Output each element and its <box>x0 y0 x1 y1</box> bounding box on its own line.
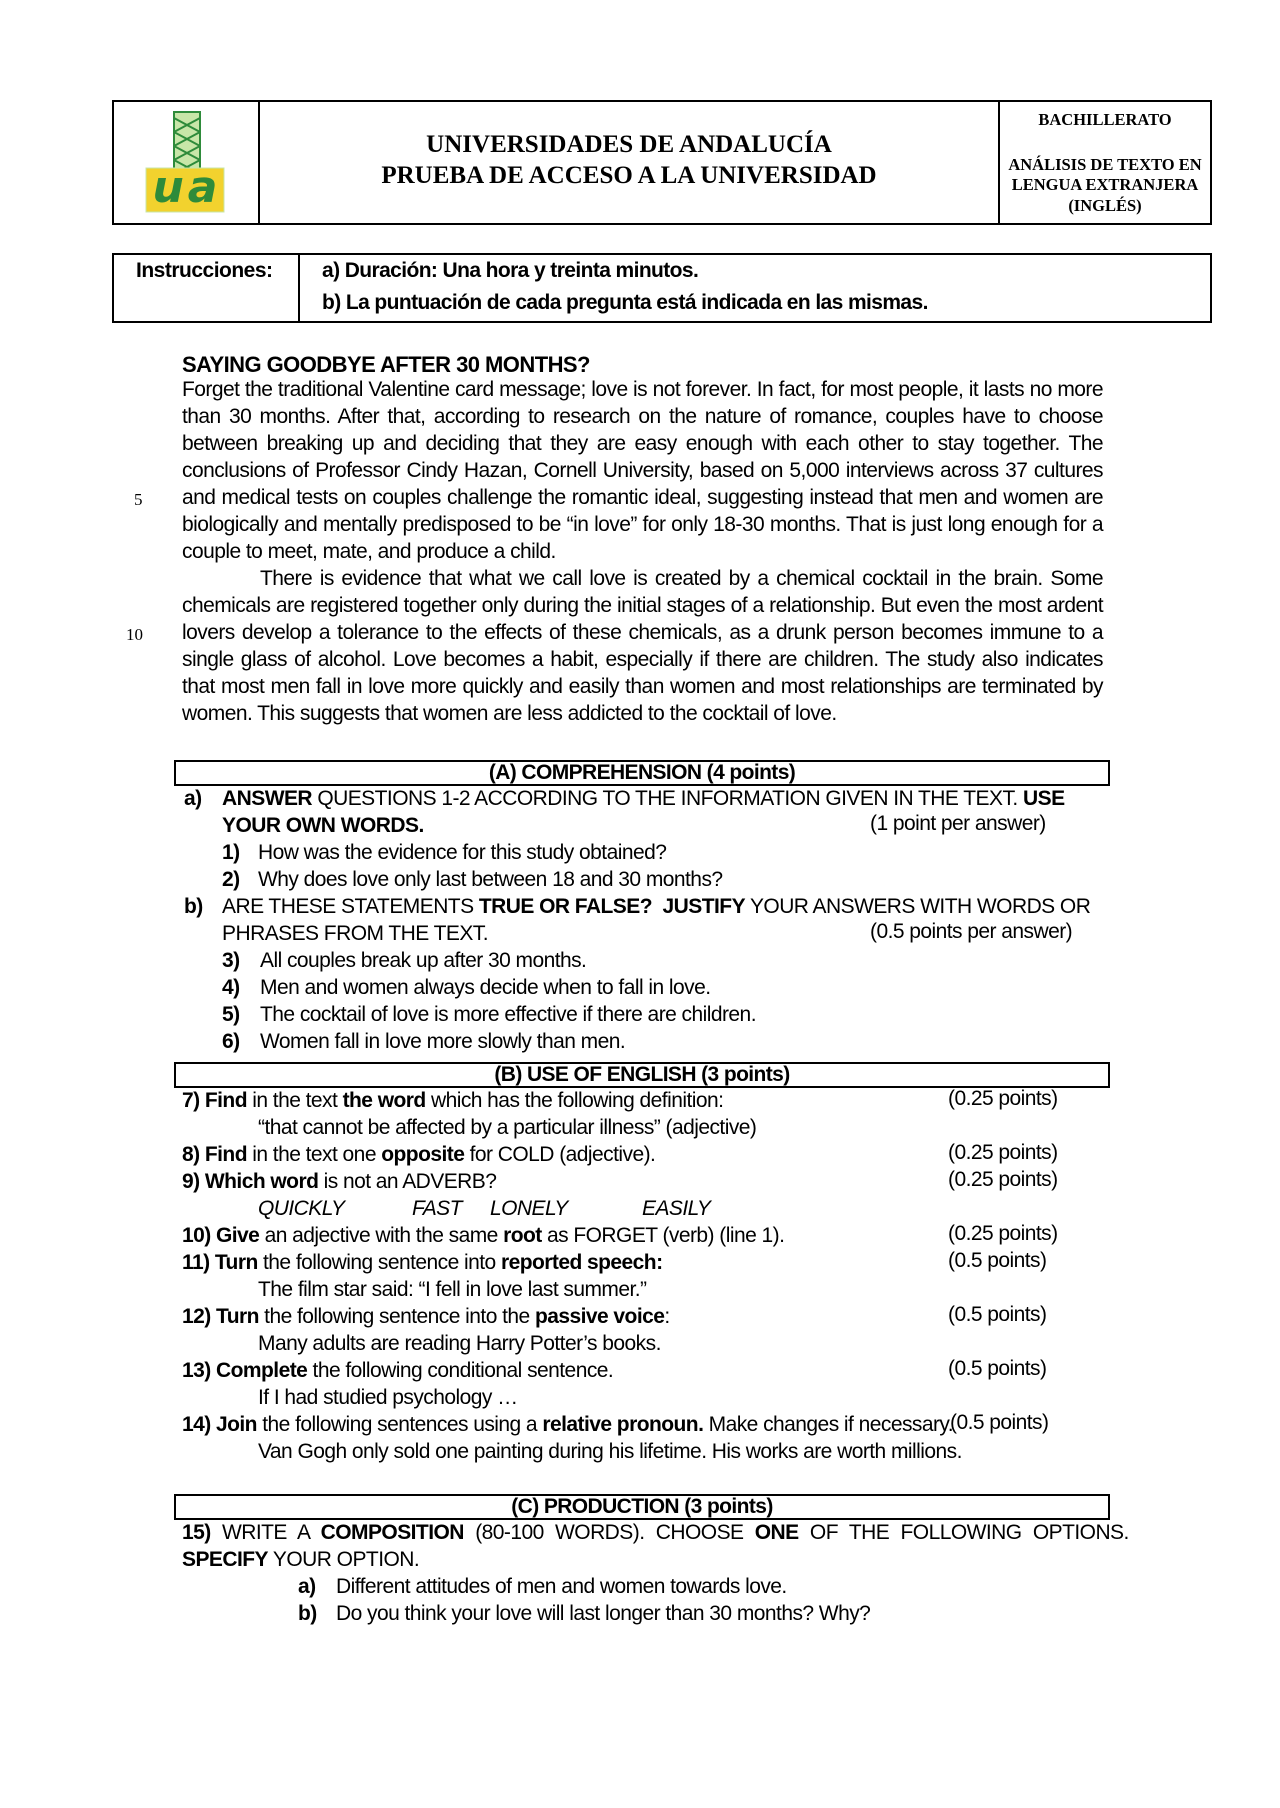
text-line: than 30 months. After that, according to research on the nature of romance, couples have to choose <box>182 405 1103 428</box>
question-13-sentence: If I had studied psychology … <box>258 1386 518 1409</box>
question-12: 12) Turn the following sentence into the passive voice: <box>182 1305 670 1328</box>
subject-line-3: (INGLÉS) <box>1068 196 1142 215</box>
item-letter-a: a) <box>184 787 202 810</box>
question-points: (0.5 points) <box>950 1411 1049 1434</box>
question-number: 1) <box>222 841 240 864</box>
question-points: (0.25 points) <box>948 1087 1058 1110</box>
question-points: (0.25 points) <box>948 1222 1058 1245</box>
question-7: 7) Find in the text the word which has the following definition: <box>182 1089 724 1112</box>
logo-letters: ua <box>152 162 222 213</box>
part-a-instruction: ANSWER QUESTIONS 1-2 ACCORDING TO THE INFORMATION GIVEN IN THE TEXT. USE <box>222 787 1065 810</box>
text-line: Forget the traditional Valentine card message; love is not forever. In fact, for most people, it lasts no more <box>182 378 1103 401</box>
question-15-line-2: SPECIFY YOUR OPTION. <box>182 1548 420 1571</box>
question-15: 15) WRITE A COMPOSITION (80-100 WORDS). CHOOSE ONE OF THE FOLLOWING OPTIONS. <box>182 1521 1129 1544</box>
question-8: 8) Find in the text one opposite for COLD (adjective). <box>182 1143 656 1166</box>
part-a-points: (1 point per answer) <box>870 812 1046 835</box>
question-text: Women fall in love more slowly than men. <box>260 1030 626 1053</box>
text-line: women. This suggests that women are less addicted to the cocktail of love. <box>182 702 837 725</box>
question-text: Men and women always decide when to fall in love. <box>260 976 711 999</box>
instructions-label: Instrucciones: <box>114 255 300 321</box>
question-points: (0.5 points) <box>948 1357 1047 1380</box>
logo-cell <box>114 102 260 223</box>
question-points: (0.5 points) <box>948 1249 1047 1272</box>
line-number-5: 5 <box>134 490 143 509</box>
text-line: couple to meet, mate, and produce a child. <box>182 540 556 563</box>
part-b-instruction: ARE THESE STATEMENTS TRUE OR FALSE? JUSTIFY YOUR ANSWERS WITH WORDS OR <box>222 895 1091 918</box>
header-title-cell <box>260 102 1000 223</box>
section-c-heading: (C) PRODUCTION (3 points) <box>174 1494 1110 1520</box>
text-line: between breaking up and deciding that they are easy enough with each other to stay together. The <box>182 432 1103 455</box>
question-text: All couples break up after 30 months. <box>260 949 587 972</box>
question-points: (0.25 points) <box>948 1141 1058 1164</box>
text-line: that most men fall in love more quickly and easily than women and most relationships are terminated by <box>182 675 1103 698</box>
question-9: 9) Which word is not an ADVERB? <box>182 1170 497 1193</box>
text-line: lovers develop a tolerance to the effects of these chemicals, as a drunk person becomes immune to a <box>182 621 1103 644</box>
question-points: (0.25 points) <box>948 1168 1058 1191</box>
question-11-sentence: The film star said: “I fell in love last summer.” <box>258 1278 647 1301</box>
subject-line-2: LENGUA EXTRANJERA <box>1011 175 1199 194</box>
question-number: 5) <box>222 1003 240 1026</box>
text-line: conclusions of Professor Cindy Hazan, Cornell University, based on 5,000 interviews across 37 cultures <box>182 459 1103 482</box>
question-number: 2) <box>222 868 240 891</box>
option-word: EASILY <box>642 1197 711 1220</box>
instructions-box <box>112 253 1212 323</box>
question-points: (0.5 points) <box>948 1303 1047 1326</box>
option-word: QUICKLY <box>258 1197 345 1220</box>
option-word: FAST <box>412 1197 462 1220</box>
text-line: chemicals are registered together only during the initial stages of a relationship. But even the most ardent <box>182 594 1103 617</box>
text-line: There is evidence that what we call love is created by a chemical cocktail in the brain. Some <box>260 567 1103 590</box>
text-line: single glass of alcohol. Love becomes a habit, especially if there are children. The study also indicates <box>182 648 1103 671</box>
question-10: 10) Give an adjective with the same root as FORGET (verb) (line 1). <box>182 1224 785 1247</box>
text-line: and medical tests on couples challenge the romantic ideal, suggesting instead that men and women are <box>182 486 1103 509</box>
text-title: SAYING GOODBYE AFTER 30 MONTHS? <box>182 352 590 377</box>
part-a-instruction-2: YOUR OWN WORDS. <box>222 814 424 837</box>
composition-option: Different attitudes of men and women towards love. <box>336 1575 787 1598</box>
option-letter: a) <box>298 1575 316 1598</box>
question-text: How was the evidence for this study obtained? <box>258 841 667 864</box>
section-b-heading: (B) USE OF ENGLISH (3 points) <box>174 1062 1110 1088</box>
university-logo <box>144 110 226 214</box>
instruction-b: b) La puntuación de cada pregunta está indicada en las mismas. <box>322 291 928 314</box>
option-word: LONELY <box>490 1197 568 1220</box>
text-line: biologically and mentally predisposed to be “in love” for only 18-30 months. That is just long enough for a <box>182 513 1103 536</box>
university-name: UNIVERSIDADES DE ANDALUCÍA <box>426 131 832 158</box>
question-text: The cocktail of love is more effective if there are children. <box>260 1003 756 1026</box>
instruction-a: a) Duración: Una hora y treinta minutos. <box>322 259 699 282</box>
exam-header <box>112 100 1212 225</box>
question-text: Why does love only last between 18 and 30 months? <box>258 868 723 891</box>
level-label: BACHILLERATO <box>1038 110 1172 129</box>
line-number-10: 10 <box>126 625 143 644</box>
subject-line-1: ANÁLISIS DE TEXTO EN <box>1008 155 1202 174</box>
question-14-sentence: Van Gogh only sold one painting during his lifetime. His works are worth millions. <box>258 1440 962 1463</box>
question-number: 4) <box>222 976 240 999</box>
composition-option: Do you think your love will last longer than 30 months? Why? <box>336 1602 871 1625</box>
part-b-points: (0.5 points per answer) <box>870 920 1073 943</box>
question-11: 11) Turn the following sentence into reported speech: <box>182 1251 663 1274</box>
header-subject-cell <box>1000 102 1210 223</box>
option-letter: b) <box>298 1602 317 1625</box>
question-7-definition: “that cannot be affected by a particular illness” (adjective) <box>258 1116 757 1139</box>
question-number: 3) <box>222 949 240 972</box>
item-letter-b: b) <box>184 895 203 918</box>
question-13: 13) Complete the following conditional sentence. <box>182 1359 614 1382</box>
question-number: 6) <box>222 1030 240 1053</box>
question-14: 14) Join the following sentences using a relative pronoun. Make changes if necessary. <box>182 1413 954 1436</box>
section-a-heading: (A) COMPREHENSION (4 points) <box>174 760 1110 786</box>
question-12-sentence: Many adults are reading Harry Potter’s books. <box>258 1332 661 1355</box>
part-b-instruction-2: PHRASES FROM THE TEXT. <box>222 922 489 945</box>
exam-name: PRUEBA DE ACCESO A LA UNIVERSIDAD <box>381 162 877 189</box>
